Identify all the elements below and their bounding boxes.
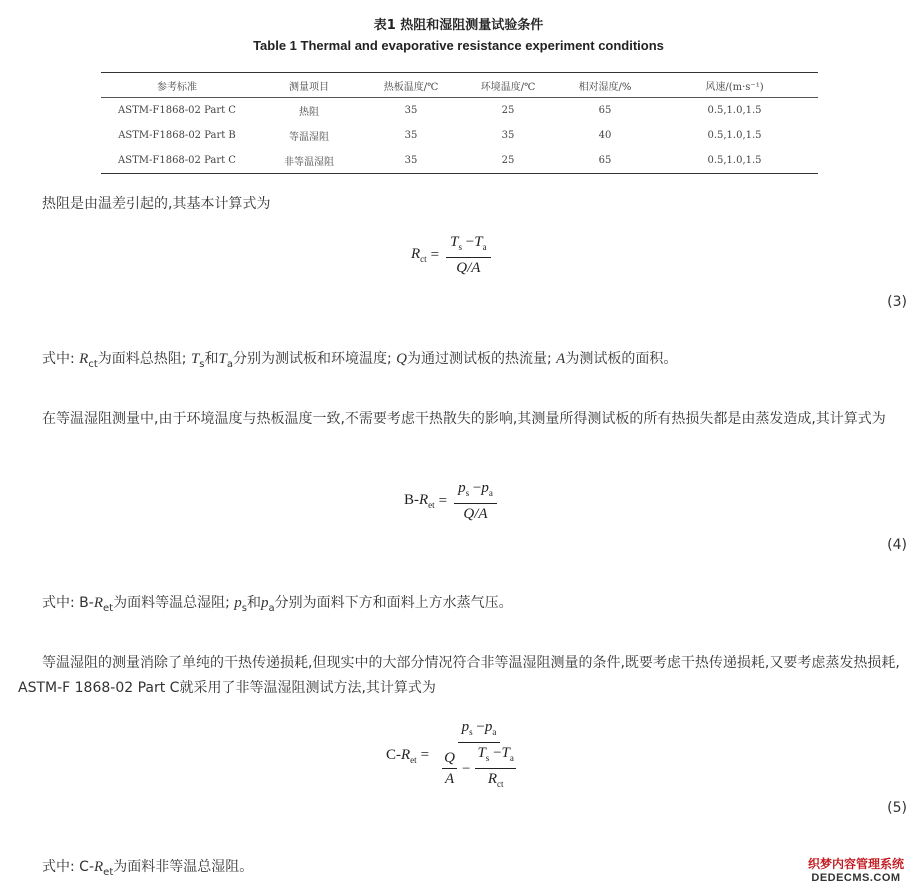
table-cell: ASTM-F1868-02 Part C [118, 155, 236, 166]
header-wind: 风速/(m·s⁻¹) [705, 81, 764, 93]
equation-4: $B-R_{et}$ = $\frac{p_s -p_a}{Q/A}$ [404, 478, 500, 524]
table-cell: 35 [404, 155, 418, 166]
eq4-lhs: $B-R_{et}$ [404, 492, 435, 510]
header-humidity: 相对湿度/% [578, 81, 632, 93]
table-row [101, 148, 818, 174]
watermark-logo [795, 855, 917, 889]
table-cell: 35 [501, 130, 515, 141]
table-caption-en: Table 1 Thermal and evaporative resistance experiment conditions [253, 38, 664, 53]
definition-eq3: 式中: $R_{ct}$为面料总热阻; $T_s$和$T_a$分别为测试板和环境温度; Q为通过测试板的热流量; A为测试板的面积。 [42, 351, 678, 370]
equation-number-5: (5) [887, 800, 907, 816]
table-cell: 0.5,1.0,1.5 [707, 155, 762, 166]
table-cell: 25 [501, 155, 515, 166]
table-cell: 65 [598, 155, 612, 166]
table-row [101, 98, 818, 124]
conditions-table [101, 72, 818, 174]
table-cell: 65 [598, 105, 612, 116]
eq5-lhs: $C-R_{et}$ [386, 746, 417, 765]
table-cell: 35 [404, 105, 418, 116]
header-item: 测量项目 [289, 81, 329, 93]
eq4-fraction: $\frac{p_s -p_a}{Q/A}$ [454, 478, 497, 524]
equation-number-3: (3) [887, 294, 907, 310]
header-standard: 参考标准 [157, 81, 197, 93]
watermark-en: DEDECMS.COM [811, 872, 901, 884]
header-plate-temp: 热板温度/℃ [383, 81, 439, 93]
watermark-cn: 织梦内容管理系统 [807, 857, 904, 871]
eq3-lhs: $R_{ct}$ [411, 246, 427, 264]
table-cell: 0.5,1.0,1.5 [707, 130, 762, 141]
definition-eq5: 式中: $C-R_{et}$为面料非等温总湿阻。 [42, 859, 254, 878]
eq3-fraction: $\frac{T_s -T_a}{Q/A}$ [446, 232, 490, 278]
table-cell: 等温湿阻 [289, 132, 329, 143]
table-caption-cn: 表1 热阻和湿阻测量试验条件 [373, 18, 544, 33]
paragraph-isothermal: 在等温湿阻测量中,由于环境温度与热板温度一致,不需要考虑干热散失的影响,其测量所得测试板的所有热损失都是由蒸发造成,其计算式为 [42, 411, 886, 427]
table-header-row [101, 73, 818, 98]
definition-eq4: 式中: $B-R_{et}$为面料等温总湿阻; $p_s$和$p_a$分别为面料下方和面料上方水蒸气压。 [42, 595, 513, 614]
header-ambient-temp: 环境温度/℃ [480, 81, 536, 93]
table-cell: ASTM-F1868-02 Part B [118, 130, 236, 141]
table-cell: 25 [501, 105, 515, 116]
table-cell: 40 [598, 130, 612, 141]
table-cell: ASTM-F1868-02 Part C [118, 105, 236, 116]
paragraph-thermal-intro: 热阻是由温差引起的,其基本计算式为 [42, 196, 271, 212]
table-row [101, 123, 818, 148]
table-cell: 35 [404, 130, 418, 141]
table-cell: 热阻 [299, 107, 319, 118]
eq5-fraction: $p_s -p_a$ $\frac{Q}{A}$ − $\frac{T_s -T_a}{R_{ct}}$ [444, 719, 514, 789]
paragraph-non-isothermal: 等温湿阻的测量消除了单纯的干热传递损耗,但现实中的大部分情况符合非等温湿阻测量的条件,既要考虑干热传递损耗,又要考虑蒸发热损耗, ASTM-F 1868-02 Part C就采用了非等温湿阻测试方法,其计算式为 [18, 655, 900, 696]
table-cell: 非等温湿阻 [284, 157, 334, 168]
equation-number-4: (4) [887, 537, 907, 553]
equation-3: $R_{ct}$ = $\frac{T_s -T_a}{Q/A}$ [411, 232, 494, 278]
equation-5: $C-R_{et}$ = $p_s -p_a$ $\frac{Q}{A}$ − $\frac{T_s -T_a}{R_{ct}}$ [386, 717, 525, 794]
table-cell: 0.5,1.0,1.5 [707, 105, 762, 116]
